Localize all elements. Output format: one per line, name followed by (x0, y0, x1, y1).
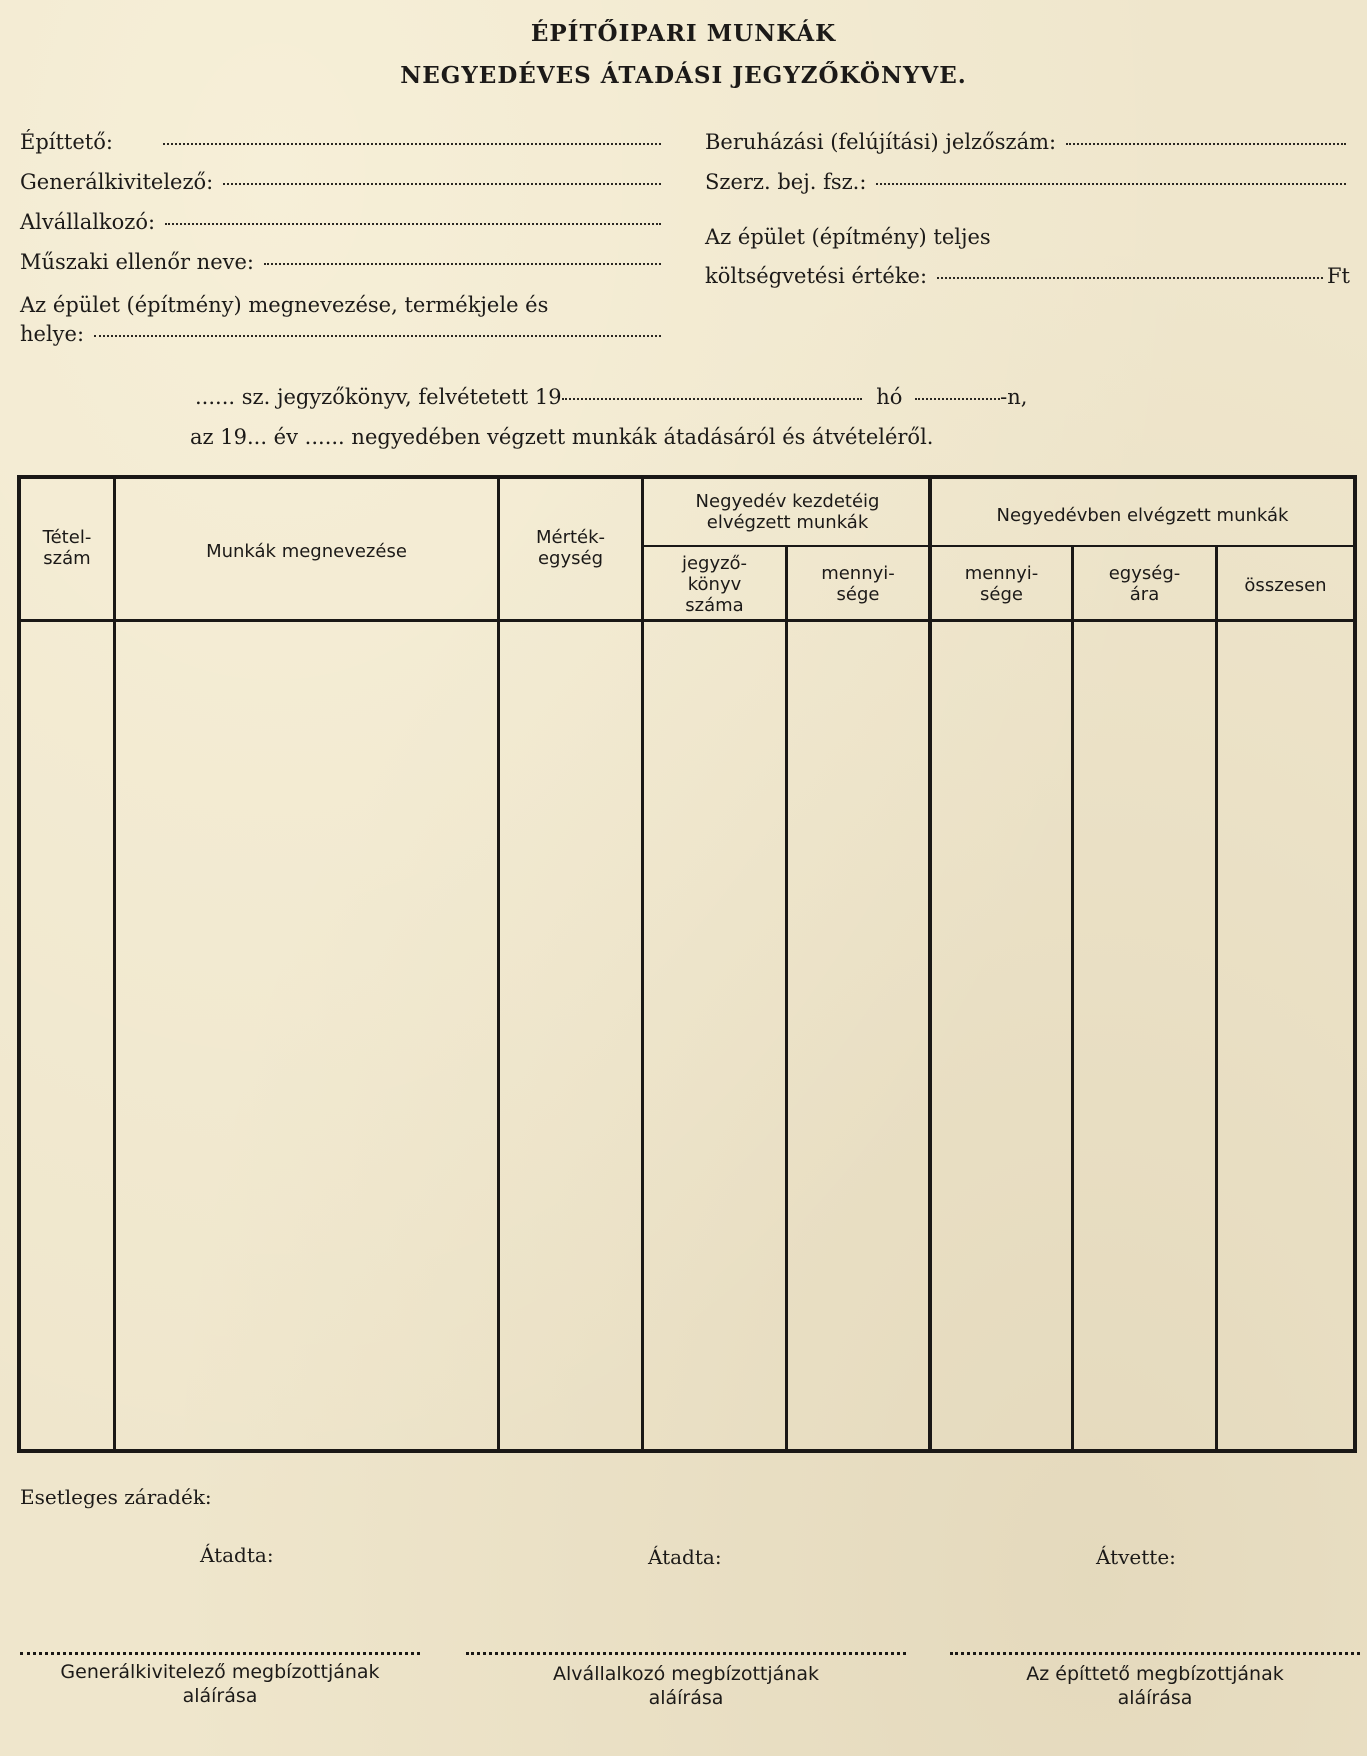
statement-ho: hó (876, 385, 903, 409)
currency-ft: Ft (1326, 264, 1350, 288)
sig-1-line1: Generálkivitelező megbízottjának (60, 1661, 380, 1683)
label-koltseg: Az épület (építmény) teljes (705, 225, 991, 249)
label-alvallalkozo: Alvállalkozó: (20, 210, 156, 234)
sig-2-line1: Alvállalkozó megbízottjának (553, 1663, 819, 1685)
sig-2-line2: aláírása (648, 1687, 724, 1709)
label-generalkivitelezo: Generálkivitelező: (20, 170, 214, 194)
form-title: ÉPÍTŐIPARI MUNKÁK (530, 20, 837, 47)
col-egyseg: egység- ára (1108, 563, 1181, 605)
sig-3-line2: aláírása (1117, 1687, 1193, 1709)
header-bottom-rule (21, 619, 1353, 622)
atvette-label: Átvette: (1096, 1545, 1176, 1569)
dots-koltseg (937, 277, 1323, 279)
work-table (17, 475, 1357, 1453)
dots-generalkivitelezo (223, 183, 661, 185)
sig-line-2[interactable] (466, 1652, 906, 1655)
col-osszesen: összesen (1244, 575, 1327, 596)
col-tetel: Tétel- szám (42, 527, 92, 569)
field-koltseg[interactable] (705, 264, 1350, 288)
sig-3-line1: Az építtető megbízottjának (1026, 1663, 1284, 1685)
statement-rest: negyedében végzett munkák átadásáról és átvételéről. (351, 425, 934, 449)
statement-quarter: ...... (304, 425, 345, 449)
atadta-1-label: Átadta: (200, 1543, 274, 1567)
sig-1-line2: aláírása (182, 1685, 258, 1707)
sig-caption-1 (10, 1660, 430, 1708)
col-jegyzo: jegyző- könyv száma (681, 553, 748, 616)
dots-day[interactable] (915, 398, 1000, 400)
col-divider-3 (641, 479, 644, 1449)
col-divider-4 (785, 545, 788, 1449)
col-divider-5 (928, 479, 932, 1449)
statement-ev: az 19... év (190, 425, 298, 449)
field-alvallalkozo[interactable] (20, 210, 665, 234)
col-munkak: Munkák megnevezése (206, 541, 407, 562)
sig-line-1[interactable] (20, 1652, 420, 1655)
group-rule-2 (931, 545, 1353, 547)
field-muszaki-ellenor[interactable] (20, 250, 665, 274)
dots-date[interactable] (562, 398, 862, 400)
statement-sz: sz. jegyzőkönyv, felvétetett 19 (241, 385, 562, 409)
group-negyedevben: Negyedévben elvégzett munkák (996, 505, 1289, 526)
label-koltseg-ertek: költségvetési értéke: (705, 264, 928, 288)
sig-line-3[interactable] (950, 1652, 1360, 1655)
field-szerz[interactable] (705, 170, 1350, 194)
label-helye: helye: (20, 322, 85, 346)
statement-line-1 (195, 385, 1027, 409)
sig-caption-3 (950, 1662, 1360, 1710)
label-szerz: Szerz. bej. fsz.: (705, 170, 867, 194)
statement-line-2 (190, 425, 933, 449)
dots-alvallalkozo (165, 223, 661, 225)
col-mertek: Mérték- egység (535, 527, 606, 569)
label-megnevezes: Az épület (építmény) megnevezése, termékjele és (20, 293, 549, 317)
dots-beruhazasi (1066, 143, 1346, 145)
label-epitteto: Építtető: (20, 130, 113, 154)
col-divider-1 (113, 479, 116, 1449)
label-beruhazasi: Beruházási (felújítási) jelzőszám: (705, 130, 1057, 154)
field-megnevezes[interactable] (20, 322, 665, 346)
atadta-2-label: Átadta: (648, 1545, 722, 1569)
sig-caption-2 (466, 1662, 906, 1710)
zaradek-label: Esetleges záradék: (20, 1485, 212, 1509)
statement-num: ...... (195, 385, 236, 409)
dots-helye (94, 335, 661, 337)
col-mennyi-2: mennyi- sége (964, 563, 1039, 605)
label-muszaki-ellenor: Műszaki ellenőr neve: (20, 250, 254, 274)
statement-n: -n, (1000, 385, 1028, 409)
field-beruhazasi[interactable] (705, 130, 1350, 154)
col-mennyi-1: mennyi- sége (821, 563, 895, 605)
col-divider-7 (1215, 545, 1218, 1449)
col-divider-2 (497, 479, 500, 1449)
col-divider-6 (1071, 545, 1074, 1449)
field-generalkivitelezo[interactable] (20, 170, 665, 194)
dots-szerz (876, 183, 1346, 185)
dots-epitteto (163, 143, 661, 145)
dots-muszaki-ellenor (264, 263, 661, 265)
form-subtitle: NEGYEDÉVES ÁTADÁSI JEGYZŐKÖNYVE. (400, 62, 967, 89)
field-epitteto[interactable] (20, 130, 665, 154)
group-kezdet: Negyedév kezdetéig elvégzett munkák (695, 491, 880, 533)
